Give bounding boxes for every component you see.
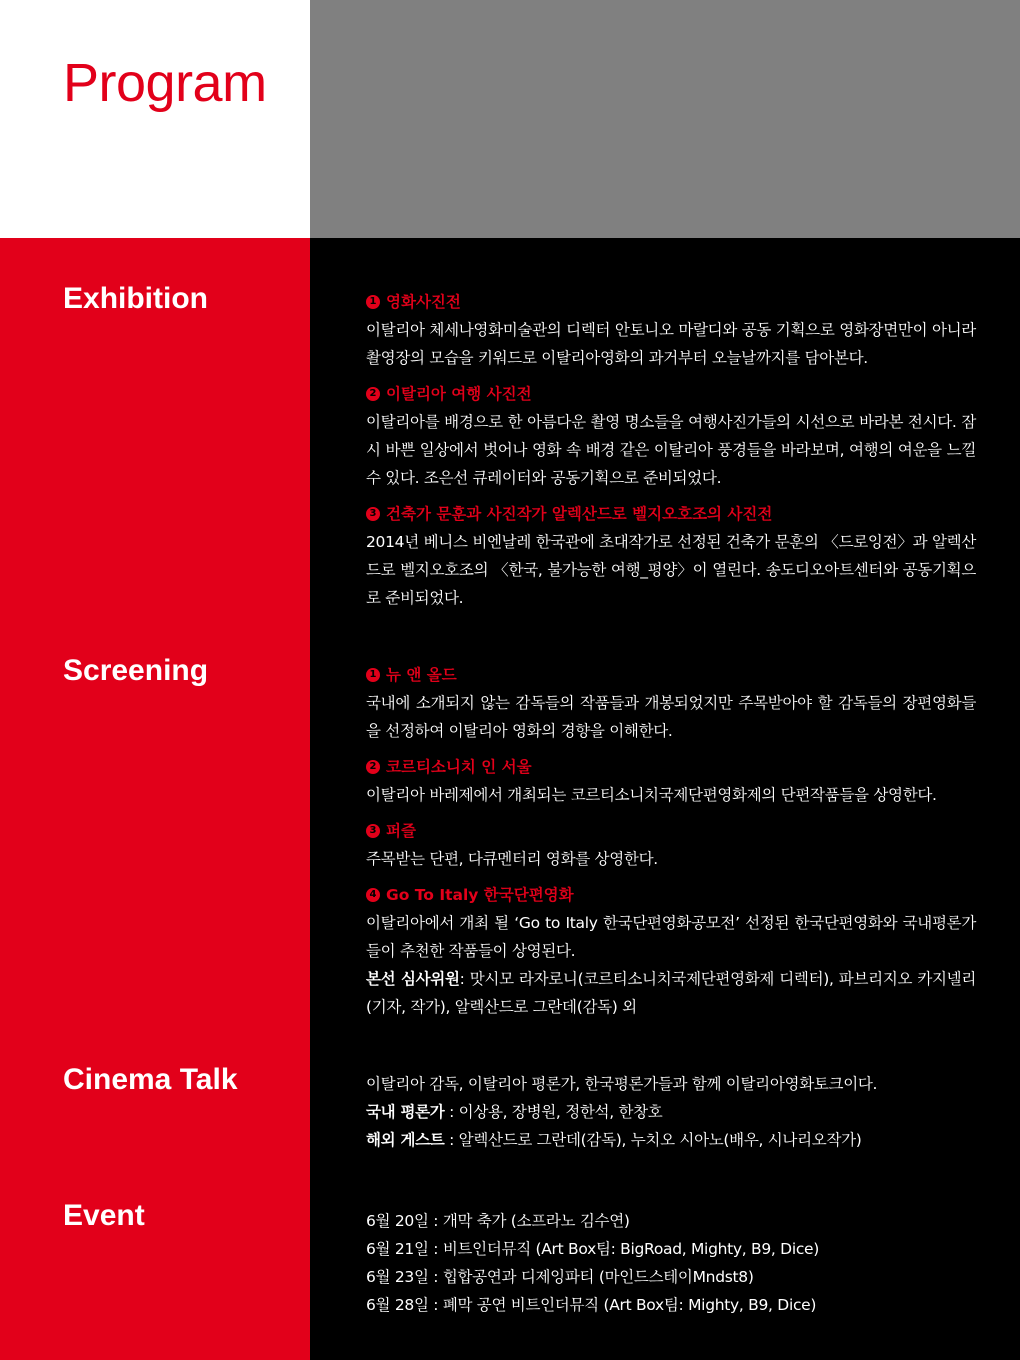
- page-title: Program: [63, 53, 267, 113]
- exhibition-heading: Exhibition: [63, 282, 208, 315]
- header-gray-panel: [310, 0, 1020, 238]
- event-section: [366, 1207, 976, 1319]
- item-title: 코르티소니치 인 서울: [386, 758, 532, 776]
- number-1-icon: 1: [366, 295, 380, 309]
- guests-label: 해외 게스트: [366, 1131, 445, 1149]
- critics-label: 국내 평론가: [366, 1103, 445, 1121]
- number-1-icon: 1: [366, 668, 380, 682]
- cinema-talk-intro: 이탈리아 감독, 이탈리아 평론가, 한국평론가들과 함께 이탈리아영화토크이다.: [366, 1075, 878, 1093]
- item-title: 영화사진전: [386, 293, 461, 311]
- number-4-icon: 4: [366, 888, 380, 902]
- item-text: 이탈리아 바레제에서 개최되는 코르티소니치국제단편영화제의 단편작품들을 상영한다.: [366, 786, 937, 804]
- jury-label: 본선 심사위원: [366, 970, 460, 988]
- item-text: 이탈리아 체세나영화미술관의 디렉터 안토니오 마랄디와 공동 기획으로 영화장면만이 아니라 촬영장의 모습을 키워드로 이탈리아영화의 과거부터 오늘날까지를 담아본다.: [366, 321, 976, 367]
- screening-heading: Screening: [63, 654, 209, 687]
- item-title: 건축가 문훈과 사진작가 알렉산드로 벨지오호조의 사진전: [386, 505, 773, 523]
- number-2-icon: 2: [366, 387, 380, 401]
- exhibition-item: [366, 500, 976, 612]
- exhibition-item: [366, 288, 976, 372]
- number-2-icon: 2: [366, 760, 380, 774]
- item-text: 2014년 베니스 비엔날레 한국관에 초대작가로 선정된 건축가 문훈의 〈드로잉전〉과 알렉산드로 벨지오호조의 〈한국, 불가능한 여행_평양〉이 열린다. 송도디오아트센터와 공동기획으로 준비되었다.: [366, 533, 976, 607]
- left-red-column: [0, 238, 310, 1360]
- item-title: 이탈리아 여행 사진전: [386, 385, 532, 403]
- item-text: 국내에 소개되지 않는 감독들의 작품들과 개봉되었지만 주목받아야 할 감독들의 장편영화들을 선정하여 이탈리아 영화의 경향을 이해한다.: [366, 694, 976, 740]
- event-line: 6월 23일 : 힙합공연과 디제잉파티 (마인드스테이Mndst8): [366, 1268, 754, 1286]
- number-3-icon: 3: [366, 824, 380, 838]
- item-title: 퍼즐: [386, 822, 416, 840]
- event-line: 6월 21일 : 비트인더뮤직 (Art Box팀: BigRoad, Mighty, B9, Dice): [366, 1240, 820, 1258]
- item-text: 주목받는 단편, 다큐멘터리 영화를 상영한다.: [366, 850, 658, 868]
- jury-text: : 맛시모 라자로니(코르티소니치국제단편영화제 디렉터), 파브리지오 카지넬리(기자, 작가), 알렉산드로 그란데(감독) 외: [366, 970, 977, 1016]
- cinema-talk-section: [366, 1070, 976, 1154]
- critics-line: [366, 1098, 976, 1126]
- event-heading: Event: [63, 1199, 145, 1232]
- header-white-panel: [0, 0, 310, 238]
- critics-text: : 이상용, 장병원, 정한석, 한창호: [444, 1103, 663, 1121]
- item-title: Go To Italy 한국단편영화: [386, 886, 574, 904]
- screening-item: [366, 753, 976, 809]
- guests-line: [366, 1126, 976, 1154]
- exhibition-section: [366, 288, 976, 620]
- screening-item: [366, 661, 976, 745]
- event-line: 6월 28일 : 폐막 공연 비트인더뮤직 (Art Box팀: Mighty, B9, Dice): [366, 1296, 817, 1314]
- screening-item: [366, 817, 976, 873]
- screening-section: [366, 661, 976, 1029]
- exhibition-item: [366, 380, 976, 492]
- screening-item: [366, 881, 976, 1021]
- jury-line: [366, 965, 976, 1021]
- guests-text: : 알렉산드로 그란데(감독), 누치오 시아노(배우, 시나리오작가): [444, 1131, 862, 1149]
- cinema-talk-heading: Cinema Talk: [63, 1063, 238, 1096]
- event-line: 6월 20일 : 개막 축가 (소프라노 김수연): [366, 1212, 630, 1230]
- item-title: 뉴 앤 올드: [386, 666, 457, 684]
- item-text: 이탈리아에서 개최 될 ‘Go to Italy 한국단편영화공모전’ 선정된 한국단편영화와 국내평론가들이 추천한 작품들이 상영된다.: [366, 914, 976, 960]
- item-text: 이탈리아를 배경으로 한 아름다운 촬영 명소들을 여행사진가들의 시선으로 바라본 전시다. 잠시 바쁜 일상에서 벗어나 영화 속 배경 같은 이탈리아 풍경들을 바라보며, 여행의 여운을 느낄 수 있다. 조은선 큐레이터와 공동기획으로 준비되었다.: [366, 413, 976, 487]
- number-3-icon: 3: [366, 507, 380, 521]
